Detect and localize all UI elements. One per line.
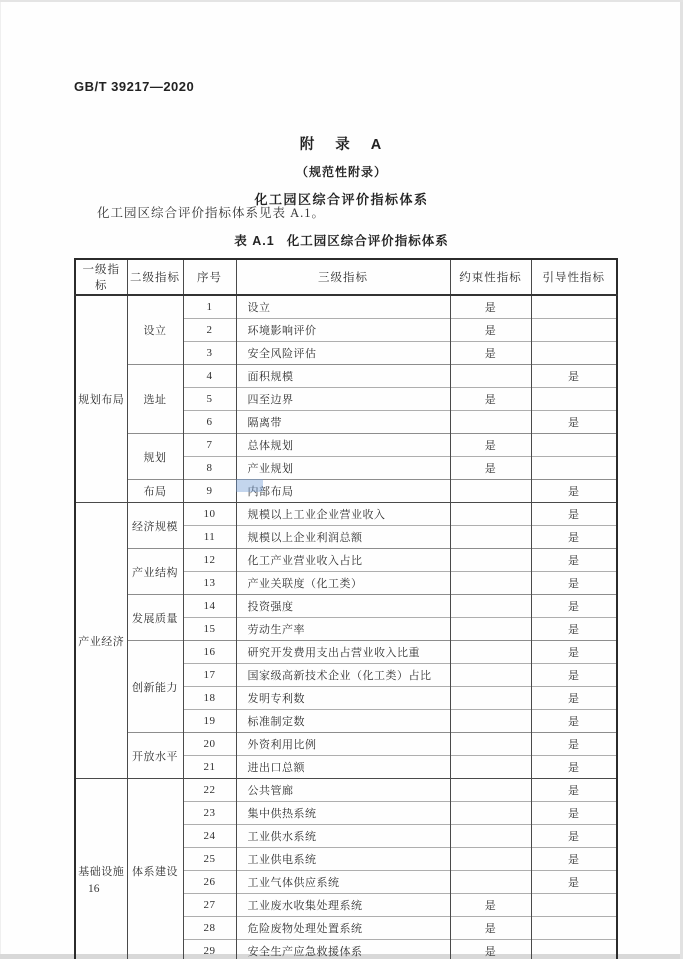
level2-indicator-cell: 设立 (127, 295, 183, 365)
serial-cell: 22 (183, 779, 236, 802)
constraint-cell (450, 618, 531, 641)
level3-indicator-cell: 总体规划 (236, 434, 450, 457)
level3-indicator-cell: 研究开发费用支出占营业收入比重 (236, 641, 450, 664)
level3-indicator-cell: 投资强度 (236, 595, 450, 618)
constraint-cell: 是 (450, 457, 531, 480)
guidance-cell: 是 (531, 802, 617, 825)
serial-cell: 2 (183, 319, 236, 342)
constraint-cell (450, 802, 531, 825)
guidance-cell: 是 (531, 365, 617, 388)
constraint-cell (450, 756, 531, 779)
level2-indicator-cell: 开放水平 (127, 733, 183, 779)
serial-cell: 27 (183, 894, 236, 917)
serial-cell: 25 (183, 848, 236, 871)
guidance-cell: 是 (531, 480, 617, 503)
level3-indicator-cell: 工业供水系统 (236, 825, 450, 848)
serial-cell: 7 (183, 434, 236, 457)
constraint-cell (450, 595, 531, 618)
guidance-cell (531, 434, 617, 457)
page-number: 16 (88, 883, 100, 895)
level3-indicator-cell: 工业气体供应系统 (236, 871, 450, 894)
constraint-cell (450, 733, 531, 756)
table-caption-label: 表 A.1 (234, 234, 275, 248)
constraint-cell (450, 526, 531, 549)
guidance-cell: 是 (531, 549, 617, 572)
level3-indicator-cell: 规模以上企业利润总额 (236, 526, 450, 549)
serial-cell: 5 (183, 388, 236, 411)
serial-cell: 8 (183, 457, 236, 480)
level3-indicator-cell: 公共管廊 (236, 779, 450, 802)
constraint-cell: 是 (450, 388, 531, 411)
guidance-cell (531, 917, 617, 940)
column-header: 一级指标 (75, 259, 127, 295)
table-row (75, 641, 617, 664)
level3-indicator-cell: 劳动生产率 (236, 618, 450, 641)
constraint-cell (450, 549, 531, 572)
level3-indicator-cell: 安全生产应急救援体系 (236, 940, 450, 959)
constraint-cell: 是 (450, 917, 531, 940)
guidance-cell: 是 (531, 825, 617, 848)
constraint-cell (450, 641, 531, 664)
serial-cell: 1 (183, 295, 236, 319)
level3-indicator-cell: 标准制定数 (236, 710, 450, 733)
constraint-cell: 是 (450, 319, 531, 342)
guidance-cell (531, 457, 617, 480)
serial-cell: 16 (183, 641, 236, 664)
guidance-cell: 是 (531, 664, 617, 687)
guidance-cell (531, 388, 617, 411)
appendix-subtitle: （规范性附录） (295, 165, 387, 179)
serial-cell: 28 (183, 917, 236, 940)
table-row (75, 733, 617, 756)
guidance-cell: 是 (531, 871, 617, 894)
guidance-cell: 是 (531, 733, 617, 756)
guidance-cell (531, 295, 617, 319)
table-header-row (75, 259, 617, 295)
serial-cell: 4 (183, 365, 236, 388)
appendix-title-block (0, 133, 683, 208)
level3-indicator-cell: 隔离带 (236, 411, 450, 434)
level3-indicator-cell: 安全风险评估 (236, 342, 450, 365)
constraint-cell (450, 710, 531, 733)
serial-cell: 15 (183, 618, 236, 641)
level1-indicator-cell: 基础设施 (75, 779, 127, 959)
column-header: 三级指标 (236, 259, 450, 295)
level2-indicator-cell: 经济规模 (127, 503, 183, 549)
appendix-title: 附 录 A (299, 137, 384, 153)
indicator-table (74, 258, 618, 959)
level2-indicator-cell: 规划 (127, 434, 183, 480)
serial-cell: 17 (183, 664, 236, 687)
constraint-cell: 是 (450, 434, 531, 457)
level3-indicator-cell: 四至边界 (236, 388, 450, 411)
serial-cell: 26 (183, 871, 236, 894)
level3-indicator-cell: 工业废水收集处理系统 (236, 894, 450, 917)
table-caption-title: 化工园区综合评价指标体系 (286, 234, 449, 248)
guidance-cell: 是 (531, 526, 617, 549)
level3-indicator-cell: 规模以上工业企业营业收入 (236, 503, 450, 526)
level2-indicator-cell: 创新能力 (127, 641, 183, 733)
level3-indicator-cell: 面积规模 (236, 365, 450, 388)
appendix-heading: 化工园区综合评价指标体系 (254, 192, 429, 207)
constraint-cell (450, 871, 531, 894)
level2-indicator-cell: 体系建设 (127, 779, 183, 959)
level3-indicator-cell: 集中供热系统 (236, 802, 450, 825)
serial-cell: 23 (183, 802, 236, 825)
constraint-cell: 是 (450, 295, 531, 319)
guidance-cell: 是 (531, 503, 617, 526)
serial-cell: 9 (183, 480, 236, 503)
serial-cell: 13 (183, 572, 236, 595)
table-row (75, 434, 617, 457)
serial-cell: 24 (183, 825, 236, 848)
constraint-cell (450, 411, 531, 434)
constraint-cell (450, 572, 531, 595)
scan-watermark-artifact (236, 479, 263, 492)
standard-code: GB/T 39217—2020 (74, 79, 195, 94)
constraint-cell (450, 825, 531, 848)
column-header: 二级指标 (127, 259, 183, 295)
table-row (75, 779, 617, 802)
level3-indicator-cell: 危险废物处理处置系统 (236, 917, 450, 940)
guidance-cell: 是 (531, 411, 617, 434)
guidance-cell (531, 894, 617, 917)
guidance-cell: 是 (531, 756, 617, 779)
level3-indicator-cell: 环境影响评价 (236, 319, 450, 342)
constraint-cell (450, 779, 531, 802)
level3-indicator-cell: 国家级高新技术企业（化工类）占比 (236, 664, 450, 687)
serial-cell: 20 (183, 733, 236, 756)
constraint-cell (450, 664, 531, 687)
intro-paragraph: 化工园区综合评价指标体系见表 A.1。 (97, 206, 326, 220)
guidance-cell (531, 940, 617, 959)
constraint-cell: 是 (450, 342, 531, 365)
level3-indicator-cell: 进出口总额 (236, 756, 450, 779)
constraint-cell (450, 480, 531, 503)
constraint-cell (450, 848, 531, 871)
guidance-cell: 是 (531, 595, 617, 618)
level3-indicator-cell: 外资利用比例 (236, 733, 450, 756)
constraint-cell: 是 (450, 940, 531, 959)
serial-cell: 10 (183, 503, 236, 526)
level3-indicator-cell: 设立 (236, 295, 450, 319)
guidance-cell: 是 (531, 618, 617, 641)
level3-indicator-cell: 工业供电系统 (236, 848, 450, 871)
constraint-cell: 是 (450, 894, 531, 917)
guidance-cell: 是 (531, 779, 617, 802)
serial-cell: 11 (183, 526, 236, 549)
level3-indicator-cell: 发明专利数 (236, 687, 450, 710)
level2-indicator-cell: 发展质量 (127, 595, 183, 641)
constraint-cell (450, 687, 531, 710)
level2-indicator-cell: 选址 (127, 365, 183, 434)
guidance-cell (531, 342, 617, 365)
level3-indicator-cell: 内部布局 (236, 480, 450, 503)
serial-cell: 18 (183, 687, 236, 710)
guidance-cell: 是 (531, 710, 617, 733)
guidance-cell: 是 (531, 572, 617, 595)
serial-cell: 6 (183, 411, 236, 434)
constraint-cell (450, 503, 531, 526)
constraint-cell (450, 365, 531, 388)
serial-cell: 14 (183, 595, 236, 618)
table-caption (0, 231, 683, 249)
serial-cell: 19 (183, 710, 236, 733)
serial-cell: 29 (183, 940, 236, 959)
table-row (75, 549, 617, 572)
table-row (75, 365, 617, 388)
level3-indicator-cell: 化工产业营业收入占比 (236, 549, 450, 572)
column-header: 引导性指标 (531, 259, 617, 295)
table-row (75, 295, 617, 319)
serial-cell: 12 (183, 549, 236, 572)
guidance-cell: 是 (531, 848, 617, 871)
column-header: 序号 (183, 259, 236, 295)
table-row (75, 480, 617, 503)
level1-indicator-cell: 产业经济 (75, 503, 127, 779)
level3-indicator-cell: 产业规划 (236, 457, 450, 480)
level1-indicator-cell: 规划布局 (75, 295, 127, 503)
guidance-cell: 是 (531, 687, 617, 710)
guidance-cell: 是 (531, 641, 617, 664)
serial-cell: 3 (183, 342, 236, 365)
level2-indicator-cell: 产业结构 (127, 549, 183, 595)
column-header: 约束性指标 (450, 259, 531, 295)
table-row (75, 595, 617, 618)
table-row (75, 503, 617, 526)
guidance-cell (531, 319, 617, 342)
level3-indicator-cell: 产业关联度（化工类） (236, 572, 450, 595)
serial-cell: 21 (183, 756, 236, 779)
level2-indicator-cell: 布局 (127, 480, 183, 503)
